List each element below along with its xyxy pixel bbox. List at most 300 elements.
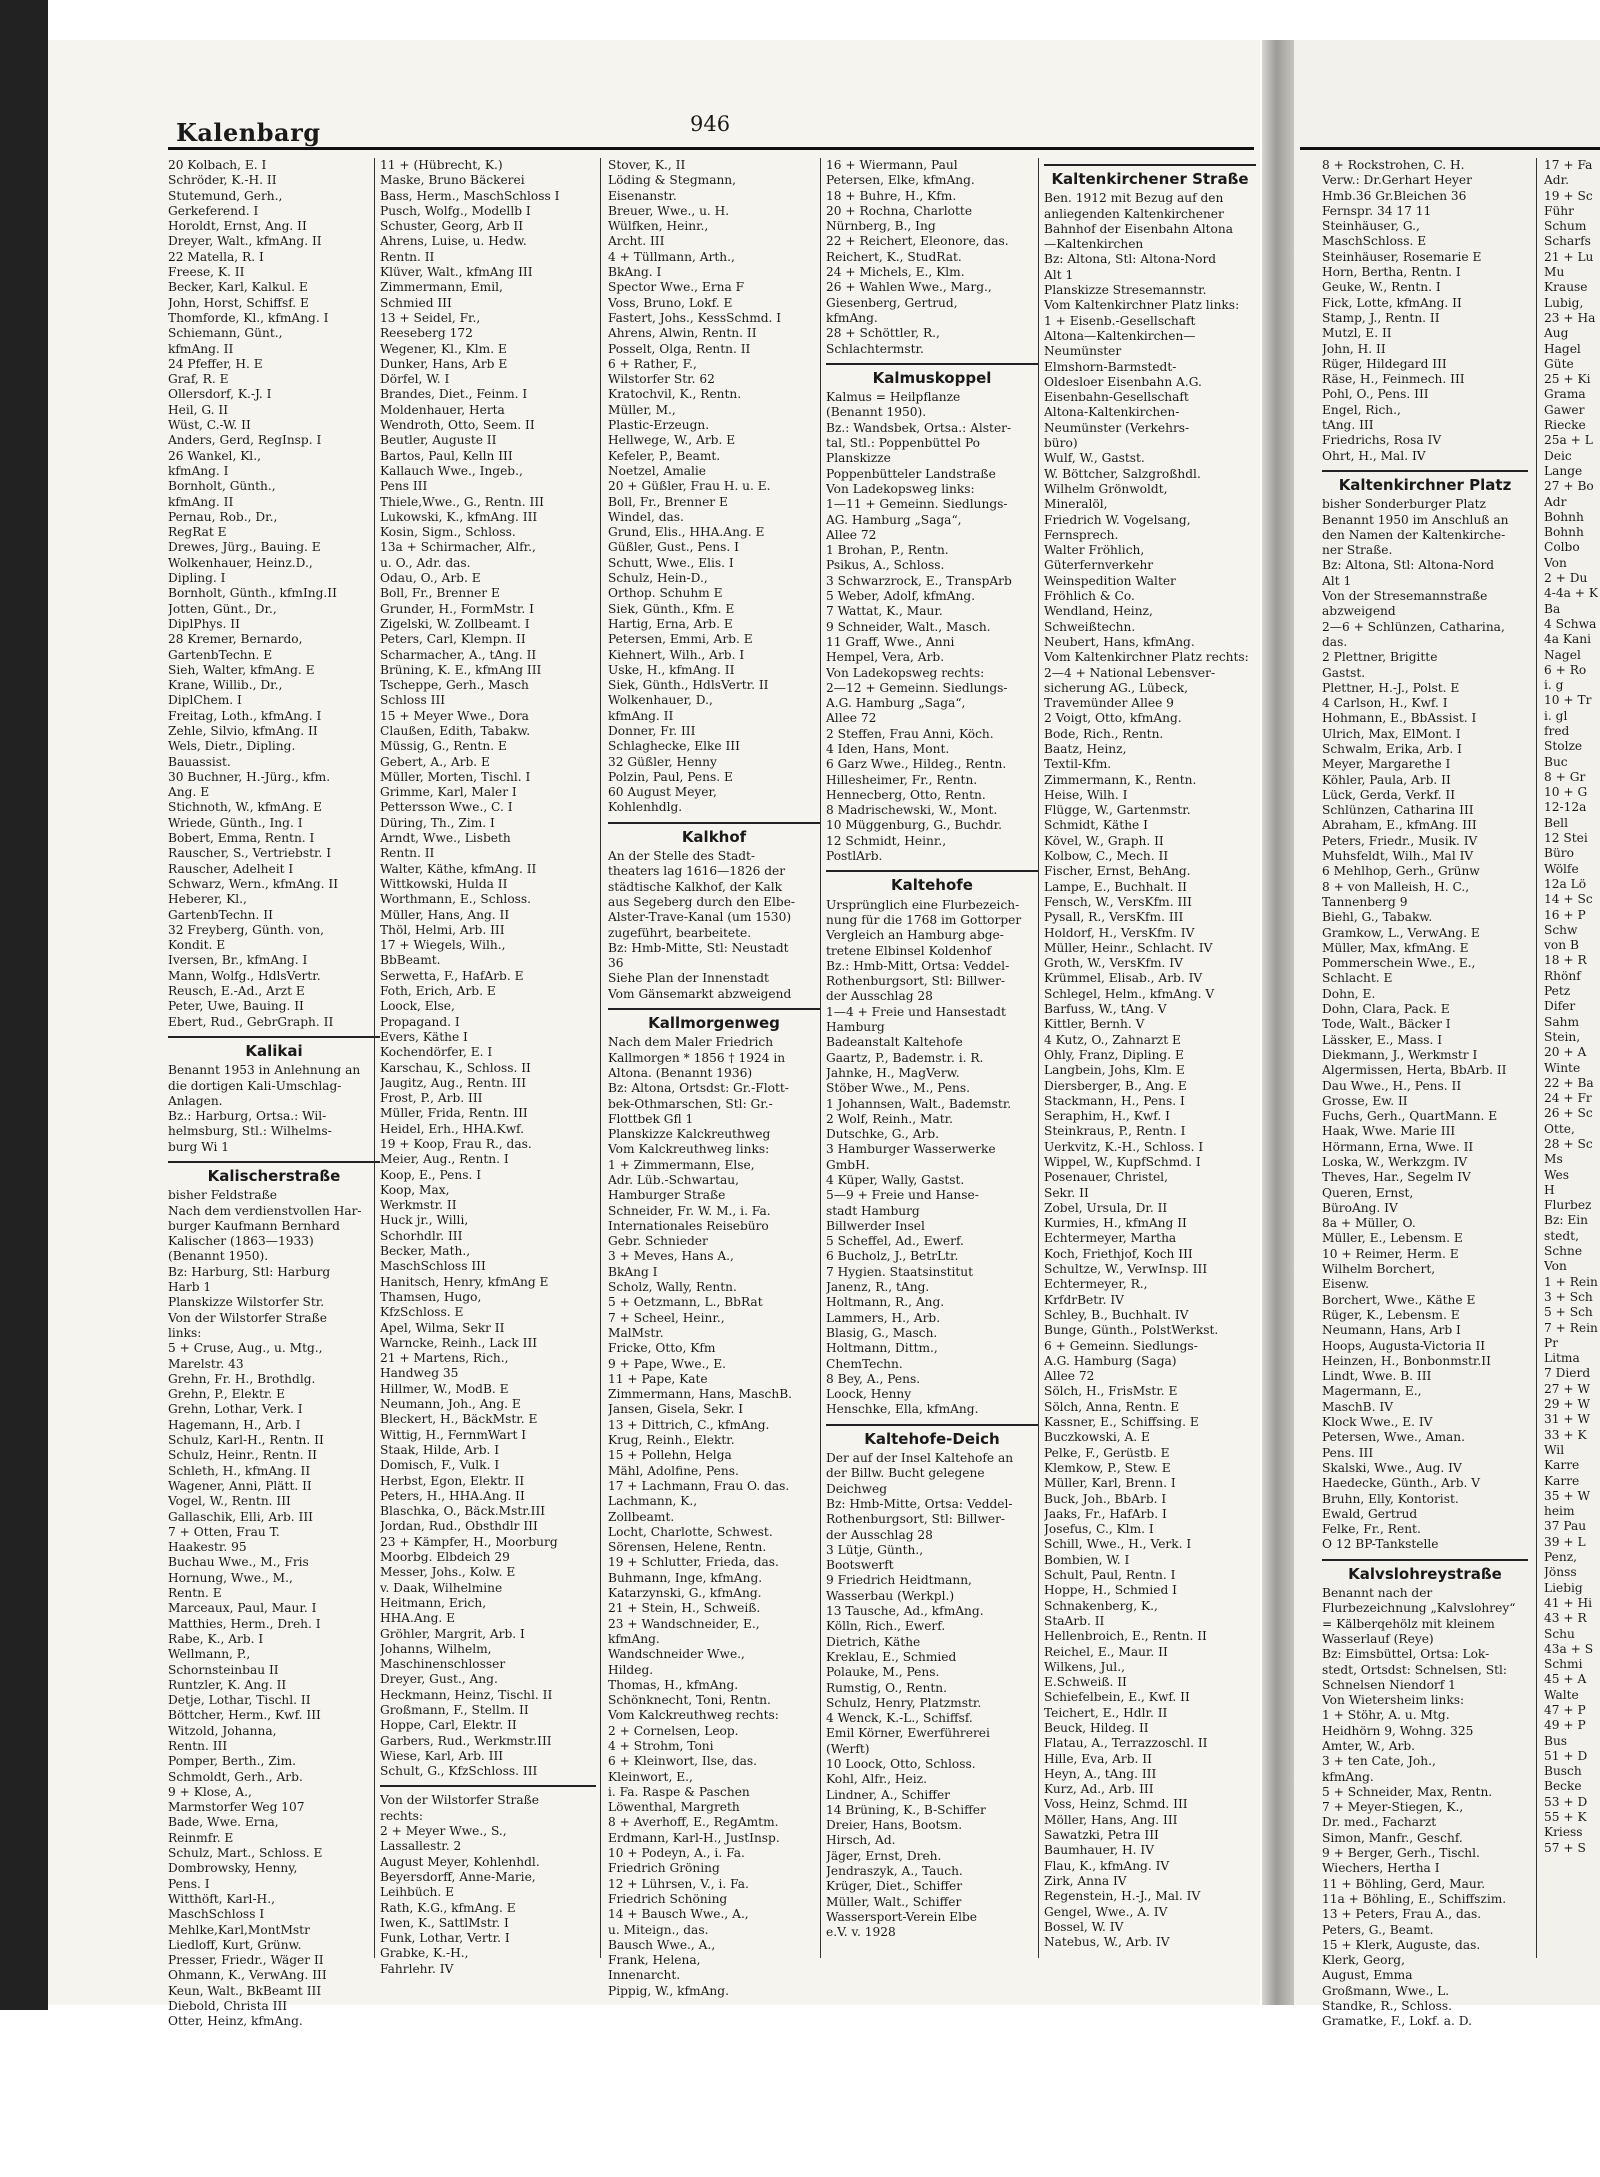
directory-line: 37 Pau (1544, 1519, 1587, 1534)
directory-line: Detje, Lothar, Tischl. II (168, 1693, 311, 1708)
directory-line: Hanitsch, Henry, kfmAng E (380, 1274, 549, 1289)
directory-line: Ohrt, H., Mal. IV (1322, 448, 1426, 463)
directory-line: Lindner, A., Schiffer (826, 1787, 950, 1802)
directory-line: Stamp, J., Rentn. II (1322, 310, 1440, 325)
directory-line: Schneider, Fr. W. M., i. Fa. (608, 1203, 771, 1218)
directory-line: Friedrich W. Vogelsang, (1044, 512, 1191, 527)
section-rule (168, 1036, 380, 1038)
directory-line: Billwerder Insel (826, 1218, 925, 1233)
directory-line: Bahnhof der Eisenbahn Altona (1044, 221, 1234, 236)
section-rule (168, 1161, 380, 1163)
directory-line: Loska, W., Werkzgm. IV (1322, 1155, 1468, 1169)
directory-line: burger Kaufmann Bernhard (168, 1218, 340, 1233)
directory-line: Diekmann, J., Werkmstr I (1322, 1047, 1478, 1062)
directory-line: 27 + W (1544, 1381, 1590, 1396)
directory-line: Kittler, Bernh. V (1044, 1017, 1145, 1032)
directory-line: Freese, K. II (168, 265, 245, 280)
directory-line: Foth, Erich, Arb. E (380, 984, 496, 999)
directory-line: Leihbüch. E (380, 1885, 455, 1900)
directory-line: Stover, K., II (608, 158, 686, 172)
directory-line: Lindt, Wwe. B. III (1322, 1369, 1432, 1384)
directory-line: Schiefelbein, E., Kwf. II (1044, 1690, 1190, 1705)
directory-line: 2 + Meyer Wwe., S., (380, 1824, 507, 1839)
directory-line: Buczkowski, A. E (1044, 1430, 1150, 1445)
directory-line: 15 + Meyer Wwe., Dora (380, 708, 529, 723)
directory-line: GartenbTechn. II (168, 907, 273, 922)
directory-line: Geuke, W., Rentn. I (1322, 280, 1441, 295)
directory-line: Haak, Wwe. Marie III (1322, 1124, 1456, 1139)
directory-line: Wriede, Günth., Ing. I (168, 815, 303, 830)
directory-line: Iwen, K., SattlMstr. I (380, 1915, 509, 1930)
directory-line: 12 Schmidt, Heinr., (826, 833, 947, 848)
directory-line: Bohnh (1544, 509, 1584, 524)
directory-line: Krüger, Diet., Schiffer (826, 1879, 963, 1894)
directory-line: Lassallestr. 2 (380, 1839, 462, 1854)
directory-line: Allee 72 (826, 711, 877, 726)
directory-line: Nach dem verdienstvollen Har- (168, 1203, 362, 1218)
directory-line: 1—4 + Freie und Hansestadt (826, 1004, 1006, 1019)
directory-line: Siek, Günth., HdlsVertr. II (608, 678, 769, 693)
directory-line: Zigelski, W. Zollbeamt. I (380, 616, 530, 631)
directory-line: Kövel, W., Graph. II (1044, 833, 1164, 848)
directory-line: Hornung, Wwe., M., (168, 1570, 293, 1585)
directory-line: 10 + Podeyn, A., i. Fa. (608, 1846, 745, 1861)
directory-line: Mähl, Adolfine, Pens. (608, 1463, 739, 1478)
directory-line: Wolkenhauer, Heinz.D., (168, 555, 313, 570)
directory-line: Ms (1544, 1152, 1563, 1167)
directory-line: 7 + Otten, Frau T. (168, 1524, 280, 1539)
directory-line: bek-Othmarschen, Stl: Gr.- (608, 1096, 773, 1111)
directory-line: Kassner, E., Schiffsing. E (1044, 1415, 1199, 1430)
directory-line: Badeanstalt Kaltehofe (826, 1035, 963, 1050)
directory-line: 5 Scheffel, Ad., Ewerf. (826, 1234, 964, 1249)
directory-line: Schönknecht, Toni, Rentn. (608, 1693, 771, 1708)
directory-line: 4 + Strohm, Toni (608, 1738, 714, 1753)
directory-line: kfmAng. (1322, 1769, 1374, 1784)
directory-line: Uerkvitz, K.-H., Schloss. I (1044, 1139, 1204, 1154)
directory-line: Wülfken, Heinr., (608, 219, 709, 234)
directory-line: Bunge, Günth., PolstWerkst. (1044, 1323, 1219, 1338)
directory-line: Fensch, W., VersKfm. III (1044, 894, 1192, 909)
directory-line: bisher Sonderburger Platz (1322, 497, 1486, 512)
directory-line: Ba (1544, 601, 1561, 616)
directory-line: Adr. (1544, 173, 1569, 188)
directory-line: Pelke, F., Gerüstb. E (1044, 1445, 1170, 1460)
directory-line: 36 (608, 956, 624, 971)
directory-line: Flau, K., kfmAng. IV (1044, 1858, 1170, 1873)
directory-line: sicherung AG., Lübeck, (1044, 680, 1189, 695)
directory-line: Apel, Wilma, Sekr II (380, 1320, 505, 1335)
directory-line: Jaaks, Fr., HafArb. I (1044, 1506, 1167, 1521)
directory-line: zugeführt, bearbeitete. (608, 925, 752, 940)
directory-line: Dombrowsky, Henny, (168, 1861, 298, 1876)
directory-line: Neubert, Hans, kfmAng. (1044, 634, 1195, 649)
directory-line: 1 Johannsen, Walt., Bademstr. (826, 1096, 1012, 1111)
directory-line: Wippel, W., KupfSchmd. I (1044, 1155, 1201, 1169)
directory-line: Holtmann, Dittm., (826, 1341, 938, 1356)
directory-line: Pohl, O., Pens. III (1322, 387, 1429, 402)
directory-line: Hmb.36 Gr.Bleichen 36 (1322, 188, 1467, 203)
directory-line: Schley, B., Buchhalt. IV (1044, 1307, 1189, 1322)
directory-line: Jaugitz, Aug., Rentn. III (380, 1075, 527, 1090)
street-heading: Kalkhof (681, 827, 747, 846)
directory-line: Buc (1544, 754, 1568, 769)
directory-line: Ewald, Gertrud (1322, 1506, 1418, 1521)
directory-line: 5 + Schneider, Max, Rentn. (1322, 1784, 1493, 1799)
directory-line: Dreyer, Walt., kfmAng. II (168, 234, 322, 249)
directory-line: Ben. 1912 mit Bezug auf den (1044, 191, 1224, 206)
directory-line: 10 + G (1544, 785, 1588, 800)
section-rule (826, 870, 1038, 872)
directory-line: i. gl (1544, 708, 1568, 723)
directory-line: Gawer (1544, 402, 1585, 417)
directory-line: Kalmus = Heilpflanze (826, 390, 961, 405)
directory-line: Harb 1 (168, 1280, 212, 1295)
directory-line: Peters, G., Beamt. (1322, 1922, 1434, 1937)
directory-line: Von der Stresemannstraße (1322, 589, 1488, 604)
directory-line: Schleth, H., kfmAng. II (168, 1463, 311, 1478)
directory-line: Zimmermann, Emil, (380, 280, 503, 295)
directory-line: Bausch Wwe., A., (608, 1937, 716, 1952)
directory-line: Müller, E., Lebensm. E (1322, 1231, 1463, 1246)
directory-line: Plastic-Erzeugn. (608, 418, 710, 433)
directory-line: Matthies, Herm., Dreh. I (168, 1616, 321, 1631)
directory-line: Sahm (1544, 1014, 1580, 1029)
directory-line: Hörmann, Erna, Wwe. II (1322, 1139, 1474, 1154)
directory-line: Biehl, G., Tabakw. (1322, 910, 1433, 925)
directory-line: kfmAng. (826, 310, 878, 325)
directory-line: Otte, (1544, 1121, 1575, 1136)
directory-line: Stein, (1544, 1029, 1581, 1044)
column-rule (1038, 158, 1039, 1958)
directory-line: Gebr. Schnieder (608, 1234, 708, 1249)
directory-line: Vom Kalckreuthweg links: (608, 1142, 770, 1157)
directory-line: 28 + Schöttler, R., (826, 326, 940, 341)
directory-line: 12 + Lührsen, V., i. Fa. (608, 1876, 749, 1891)
directory-line: 6 + Ro (1544, 662, 1587, 677)
directory-line: Großmann, F., Stellm. II (380, 1702, 529, 1717)
directory-line: GmbH. (826, 1157, 870, 1172)
directory-line: 33 + K (1544, 1427, 1587, 1442)
directory-line: 2 + Cornelsen, Leop. (608, 1723, 739, 1738)
directory-line: Hempel, Vera, Arb. (826, 650, 945, 665)
directory-line: 2 + Du (1544, 571, 1588, 586)
directory-line: Bornholt, Günth., (168, 479, 276, 494)
directory-line: Witthöft, Karl-H., (168, 1891, 275, 1906)
directory-line: 17 + Fa (1544, 158, 1593, 172)
street-heading: Kallmorgenweg (648, 1014, 780, 1033)
directory-line: Fricke, Otto, Kfm (608, 1341, 716, 1356)
directory-line: Fernsprech. (1044, 527, 1119, 542)
directory-line: 8 + Rockstrohen, C. H. (1322, 158, 1465, 172)
directory-line: Hildeg. (608, 1662, 654, 1677)
directory-line: Siek, Günth., Kfm. E (608, 601, 735, 616)
directory-line: 20 + A (1544, 1045, 1587, 1060)
directory-line: 4-4a + K (1544, 586, 1598, 601)
directory-line: kfmAng. II (168, 341, 234, 356)
directory-line: Müller, M., (608, 402, 676, 417)
directory-line: Gengel, Wwe., A. IV (1044, 1904, 1168, 1919)
directory-line: Kreklau, E., Schmied (826, 1649, 957, 1664)
directory-line: 4 Carlson, H., Kwf. I (1322, 696, 1448, 711)
directory-line: Peter, Uwe, Bauing. II (168, 999, 304, 1014)
directory-line: nung für die 1768 im Gottorper (826, 912, 1022, 927)
directory-line: Odau, O., Arb. E (380, 571, 481, 586)
directory-line: 6 + Kleinwort, Ilse, das. (608, 1754, 758, 1769)
directory-line: Von der Wilstorfer Straße (380, 1793, 539, 1808)
directory-line: Polzin, Paul, Pens. E (608, 769, 733, 784)
directory-line: Bz: Altona, Ortsdst: Gr.-Flott- (608, 1081, 789, 1096)
directory-line: 57 + S (1544, 1840, 1586, 1855)
directory-line: Flottbek Gfl 1 (608, 1111, 694, 1126)
directory-line: Keun, Walt., BkBeamt III (168, 1983, 322, 1998)
directory-line: Bz: Ein (1544, 1213, 1589, 1228)
directory-line: A.G. Hamburg „Saga“, (826, 696, 966, 711)
directory-line: Pr (1544, 1335, 1559, 1350)
directory-line: Schloss III (380, 693, 446, 708)
directory-line: 51 + D (1544, 1748, 1588, 1763)
directory-line: 8 + von Malleish, H. C., (1322, 879, 1470, 894)
directory-line: Mehlke,Karl,MontMstr (168, 1922, 310, 1937)
directory-line: Lachmann, K., (608, 1494, 698, 1509)
column-6 (1322, 158, 1528, 2030)
directory-line: Grehn, Fr. H., Brothdlg. (168, 1371, 316, 1386)
directory-line: Dreyer, Gust., Ang. (380, 1672, 498, 1687)
directory-line: Evers, Käthe I (380, 1029, 468, 1044)
directory-line: Gramkow, L., VerwAng. E (1322, 925, 1480, 940)
directory-line: Kiehnert, Wilh., Arb. I (608, 647, 745, 662)
directory-line: Thomas, H., kfmAng. (608, 1677, 739, 1692)
directory-line: stadt Hamburg (826, 1203, 920, 1218)
directory-line: Rentn. II (380, 249, 435, 264)
directory-line: Wilhelm Grönwoldt, (1044, 481, 1168, 496)
directory-line: Archt. III (608, 234, 665, 249)
directory-line: 10 + Reimer, Herm. E (1322, 1246, 1459, 1261)
directory-line: Von Ladekopsweg rechts: (826, 665, 985, 680)
directory-line: Vom Gänsemarkt abzweigend (608, 986, 792, 1001)
directory-line: Dipling. I (168, 571, 226, 586)
directory-line: 22 + Ba (1544, 1075, 1594, 1090)
directory-line: Drewes, Jürg., Bauing. E (168, 540, 321, 555)
directory-line: Maske, Bruno Bäckerei (380, 173, 525, 188)
directory-line: Hoppe, Carl, Elektr. II (380, 1718, 517, 1733)
directory-line: Zollbeamt. (608, 1509, 675, 1524)
directory-line: 7 + Meyer-Stiegen, K., (1322, 1800, 1464, 1815)
directory-line: Schill, Wwe., H., Verk. I (1044, 1537, 1192, 1552)
directory-line: Muhsfeldt, Wilh., Mal IV (1322, 849, 1474, 864)
directory-line: Koop, E., Pens. I (380, 1167, 482, 1182)
directory-line: Josefus, C., Klm. I (1044, 1522, 1154, 1537)
directory-line: Propagand. I (380, 1014, 460, 1029)
directory-line: Herbst, Egon, Elektr. II (380, 1473, 525, 1488)
directory-line: Siehe Plan der Innenstadt (608, 971, 769, 986)
directory-line: Bleckert, H., BäckMstr. E (380, 1412, 538, 1427)
directory-line: Schulz, Henry, Platzmstr. (826, 1695, 982, 1710)
directory-line: Werkmstr. II (380, 1198, 457, 1213)
directory-line: 2—4 + National Lebensver- (1044, 665, 1216, 680)
directory-line: Bass, Herm., MaschSchloss I (380, 188, 560, 203)
directory-line: 8 + Gr (1544, 769, 1586, 784)
directory-line: 11 + Böhling, Gerd, Maur. (1322, 1876, 1486, 1891)
directory-line: Kohl, Alfr., Heiz. (826, 1772, 927, 1787)
directory-line: Buck, Joh., BbArb. I (1044, 1491, 1167, 1506)
directory-line: Katarzynski, G., kfmAng. (608, 1586, 762, 1601)
directory-line: 6 Bucholz, J., BetrLtr. (826, 1249, 959, 1264)
directory-line: Serwetta, F., HafArb. E (380, 968, 524, 983)
directory-line: Seraphim, H., Kwf. I (1044, 1109, 1170, 1124)
directory-line: Sekr. II (1044, 1185, 1089, 1200)
directory-line: Ang. E (168, 785, 210, 800)
directory-line: MaschSchloss III (380, 1259, 486, 1274)
directory-line: Neumann, Joh., Ang. E (380, 1397, 521, 1412)
directory-line: GartenbTechn. E (168, 647, 273, 662)
directory-line: Messer, Johs., Kolw. E (380, 1565, 516, 1580)
directory-line: Dietrich, Käthe (826, 1634, 921, 1649)
directory-line: Worthmann, E., Schloss. (380, 892, 532, 907)
directory-line: 13 + Dittrich, C., kfmAng. (608, 1417, 770, 1432)
section-rule (826, 363, 1038, 365)
directory-line: Jotten, Günt., Dr., (168, 601, 277, 616)
directory-line: burg Wi 1 (168, 1139, 229, 1154)
directory-line: Marelstr. 43 (168, 1356, 244, 1371)
scan-margin (0, 2010, 1600, 2177)
directory-line: Schmi (1544, 1657, 1583, 1672)
directory-line: Mann, Wolfg., HdlsVertr. (168, 968, 321, 983)
directory-line: Horn, Bertha, Rentn. I (1322, 265, 1461, 280)
directory-line: Klerk, Georg, (1322, 1953, 1405, 1968)
directory-line: Klock Wwe., E. IV (1322, 1415, 1433, 1430)
directory-line: ner Straße. (1322, 543, 1393, 558)
street-heading: Kalvslohreystraße (1348, 1564, 1502, 1583)
directory-line: Hamburg (826, 1020, 885, 1035)
directory-line: Baatz, Heinz, (1044, 741, 1127, 756)
directory-line: MaschSchloss. E (1322, 234, 1427, 249)
directory-line: Grabke, K.-H., (380, 1946, 469, 1961)
directory-line: 4a Kani (1544, 632, 1592, 647)
directory-line: 5 + Sch (1544, 1305, 1593, 1320)
directory-line: —Kaltenkirchen (1044, 237, 1144, 252)
column-rule (820, 158, 821, 1958)
directory-line: Walter Fröhlich, (1044, 543, 1145, 558)
directory-line: Allee 72 (826, 527, 877, 542)
directory-line: Güßler, Gust., Pens. I (608, 540, 739, 555)
directory-line: Echtermeyer, Martha (1044, 1231, 1177, 1246)
directory-line: Liebig (1544, 1580, 1583, 1595)
directory-line: u. Miteign., das. (608, 1922, 709, 1937)
directory-line: Haakestr. 95 (168, 1540, 247, 1555)
directory-line: Güte (1544, 356, 1574, 371)
directory-line: Heise, Wilh. I (1044, 787, 1128, 802)
directory-line: Altona-Kaltenkirchen- (1044, 405, 1180, 420)
directory-line: Erdmann, Karl-H., JustInsp. (608, 1830, 780, 1845)
directory-line: 29 + W (1544, 1397, 1590, 1412)
directory-line: Alt 1 (1044, 267, 1074, 282)
directory-line: Räse, H., Feinmech. III (1322, 372, 1465, 387)
directory-line: Heidel, Erh., HHA.Kwf. (380, 1121, 525, 1136)
directory-line: stedt, Ortsdst: Schnelsen, Stl: (1322, 1662, 1508, 1677)
directory-line: Steinhäuser, Rosemarie E (1322, 249, 1482, 264)
directory-line: Skalski, Wwe., Aug. IV (1322, 1460, 1462, 1475)
directory-line: Handweg 35 (380, 1366, 459, 1381)
directory-line: Mineralöl, (1044, 497, 1108, 512)
directory-line: Textil-Kfm. (1044, 757, 1112, 772)
directory-line: Schlachtermstr. (826, 341, 924, 356)
directory-line: Vom Kaltenkirchner Platz links: (1044, 298, 1240, 313)
directory-line: Zirk, Anna IV (1044, 1873, 1127, 1888)
directory-line: der Ausschlag 28 (826, 1527, 933, 1542)
directory-line: Adr. Lüb.-Schwartau, (608, 1173, 740, 1187)
directory-line: Freitag, Loth., kfmAng. I (168, 708, 322, 723)
directory-line: Klüver, Walt., kfmAng III (380, 265, 533, 280)
directory-line: Orthop. Schuhm E (608, 586, 723, 601)
directory-line: Beutler, Auguste II (380, 433, 497, 448)
directory-line: Ebert, Rud., GebrGraph. II (168, 1014, 334, 1029)
directory-line: Weinspedition Walter (1044, 573, 1176, 588)
directory-line: Güterfernverkehr (1044, 558, 1154, 573)
directory-line: John, H. II (1322, 341, 1386, 356)
directory-line: 4 Kutz, O., Zahnarzt E (1044, 1032, 1181, 1047)
directory-line: Schlünzen, Catharina III (1322, 803, 1474, 818)
directory-line: Müller, Hans, Ang. II (380, 907, 510, 922)
directory-line: Moldenhauer, Herta (380, 402, 505, 417)
directory-line: Witzold, Johanna, (168, 1723, 277, 1738)
directory-line: Wilhelm Borchert, (1322, 1262, 1436, 1277)
directory-line: 32 Güßler, Henny (608, 754, 717, 769)
street-heading: Kaltenkirchener Straße (1051, 170, 1249, 188)
directory-line: Lässker, E., Mass. I (1322, 1032, 1443, 1047)
directory-line: Beyersdorff, Anne-Marie, (380, 1869, 536, 1884)
directory-line: Travemünder Allee 9 (1044, 696, 1174, 711)
directory-line: Schnakenberg, K., (1044, 1598, 1158, 1613)
directory-line: Moorbg. Elbdeich 29 (380, 1550, 510, 1565)
directory-line: 24 + Michels, E., Klm. (826, 265, 965, 280)
directory-line: Steinkraus, P., Rentn. I (1044, 1124, 1186, 1139)
directory-line: Tannenberg 9 (1322, 894, 1408, 909)
directory-line: Rothenburgsort, Stl: Billwer- (826, 1512, 1006, 1527)
directory-line: Wilstorfer Str. 62 (608, 372, 715, 387)
directory-line: Benannt nach der (1322, 1586, 1433, 1601)
directory-line: Wilkens, Jul., (1044, 1659, 1125, 1674)
directory-line: Wasserlauf (Reye) (1322, 1631, 1434, 1646)
directory-line: 2—6 + Schlünzen, Catharina, (1322, 619, 1505, 634)
directory-line: Uske, H., kfmAng. II (608, 662, 735, 677)
directory-line: Vom Kalckreuthweg rechts: (608, 1708, 779, 1723)
directory-line: Bz: Eimsbüttel, Ortsa: Lok- (1322, 1647, 1490, 1662)
directory-line: 12-12a (1544, 800, 1587, 815)
directory-line: 9 Schneider, Walt., Masch. (826, 619, 991, 634)
directory-line: Brüning, K. E., kfmAng III (380, 662, 542, 677)
directory-line: MaschSchloss I (168, 1907, 265, 1922)
directory-line: Thamsen, Hugo, (380, 1289, 482, 1304)
directory-line: 13 + Peters, Frau A., das. (1322, 1907, 1482, 1922)
directory-line: Friedrichs, Rosa IV (1322, 433, 1442, 448)
directory-line: Schne (1544, 1244, 1583, 1259)
section-rule (380, 1785, 596, 1787)
directory-line: Peters, Friedr., Musik. IV (1322, 833, 1478, 848)
directory-line: Fischer, Ernst, BehAng. (1044, 864, 1191, 879)
directory-line: Blasig, G., Masch. (826, 1325, 938, 1340)
directory-line: Großmann, Wwe., L. (1322, 1983, 1450, 1998)
directory-line: Dau Wwe., H., Pens. II (1322, 1078, 1462, 1093)
directory-line: Hellenbroich, E., Rentn. II (1044, 1629, 1207, 1644)
directory-line: Groth, W., VersKfm. IV (1044, 956, 1183, 971)
directory-line: Zehle, Silvio, kfmAng. II (168, 723, 318, 738)
directory-line: Innenarcht. (608, 1968, 681, 1983)
directory-line: Schult, Paul, Rentn. I (1044, 1568, 1176, 1583)
directory-line: An der Stelle des Stadt- (608, 849, 756, 864)
directory-line: Presser, Friedr., Wäger II (168, 1953, 324, 1968)
directory-line: 3 Lütje, Günth., (826, 1542, 924, 1557)
